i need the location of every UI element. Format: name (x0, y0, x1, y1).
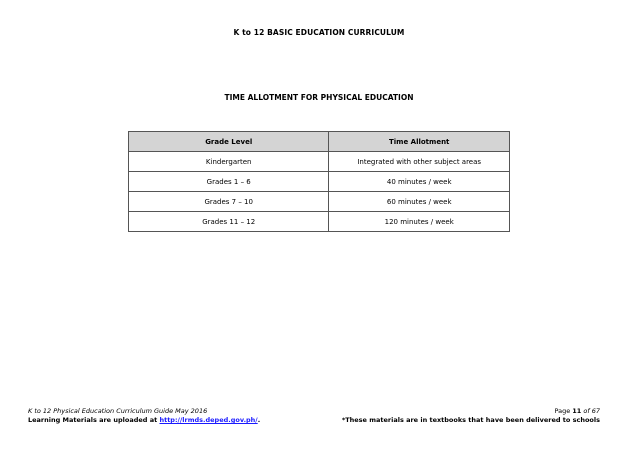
time-allotment-cell: 120 minutes / week (329, 212, 510, 232)
page-indicator (554, 407, 600, 415)
footer-upload-prefix: Learning Materials are uploaded at (28, 416, 160, 424)
time-allotment-table (128, 131, 510, 232)
column-header-time-allotment: Time Allotment (329, 132, 510, 152)
page-number: 11 (572, 407, 582, 415)
footer-textbook-note: *These materials are in textbooks that have been delivered to schools (341, 416, 600, 424)
grade-level-cell: Kindergarten (129, 152, 329, 172)
lrmds-link[interactable]: http://lrmds.deped.gov.ph/ (159, 416, 258, 424)
footer-upload-note (28, 416, 260, 424)
document-header-title: K to 12 BASIC EDUCATION CURRICULUM (233, 28, 405, 37)
time-allotment-cell: 40 minutes / week (329, 172, 510, 192)
page-label: Page (554, 407, 573, 415)
table-row (129, 152, 510, 172)
section-title: TIME ALLOTMENT FOR PHYSICAL EDUCATION (224, 93, 414, 102)
table-row (129, 212, 510, 232)
table-row (129, 172, 510, 192)
grade-level-cell: Grades 11 – 12 (129, 212, 329, 232)
footer-upload-suffix: . (257, 416, 261, 424)
column-header-grade-level: Grade Level (129, 132, 329, 152)
table-row (129, 192, 510, 212)
grade-level-cell: Grades 1 – 6 (129, 172, 329, 192)
grade-level-cell: Grades 7 – 10 (129, 192, 329, 212)
time-allotment-cell: Integrated with other subject areas (329, 152, 510, 172)
page-total: of 67 (581, 407, 600, 415)
footer-guide-title: K to 12 Physical Education Curriculum Guide May 2016 (28, 407, 208, 415)
time-allotment-cell: 60 minutes / week (329, 192, 510, 212)
table-header-row (129, 132, 510, 152)
